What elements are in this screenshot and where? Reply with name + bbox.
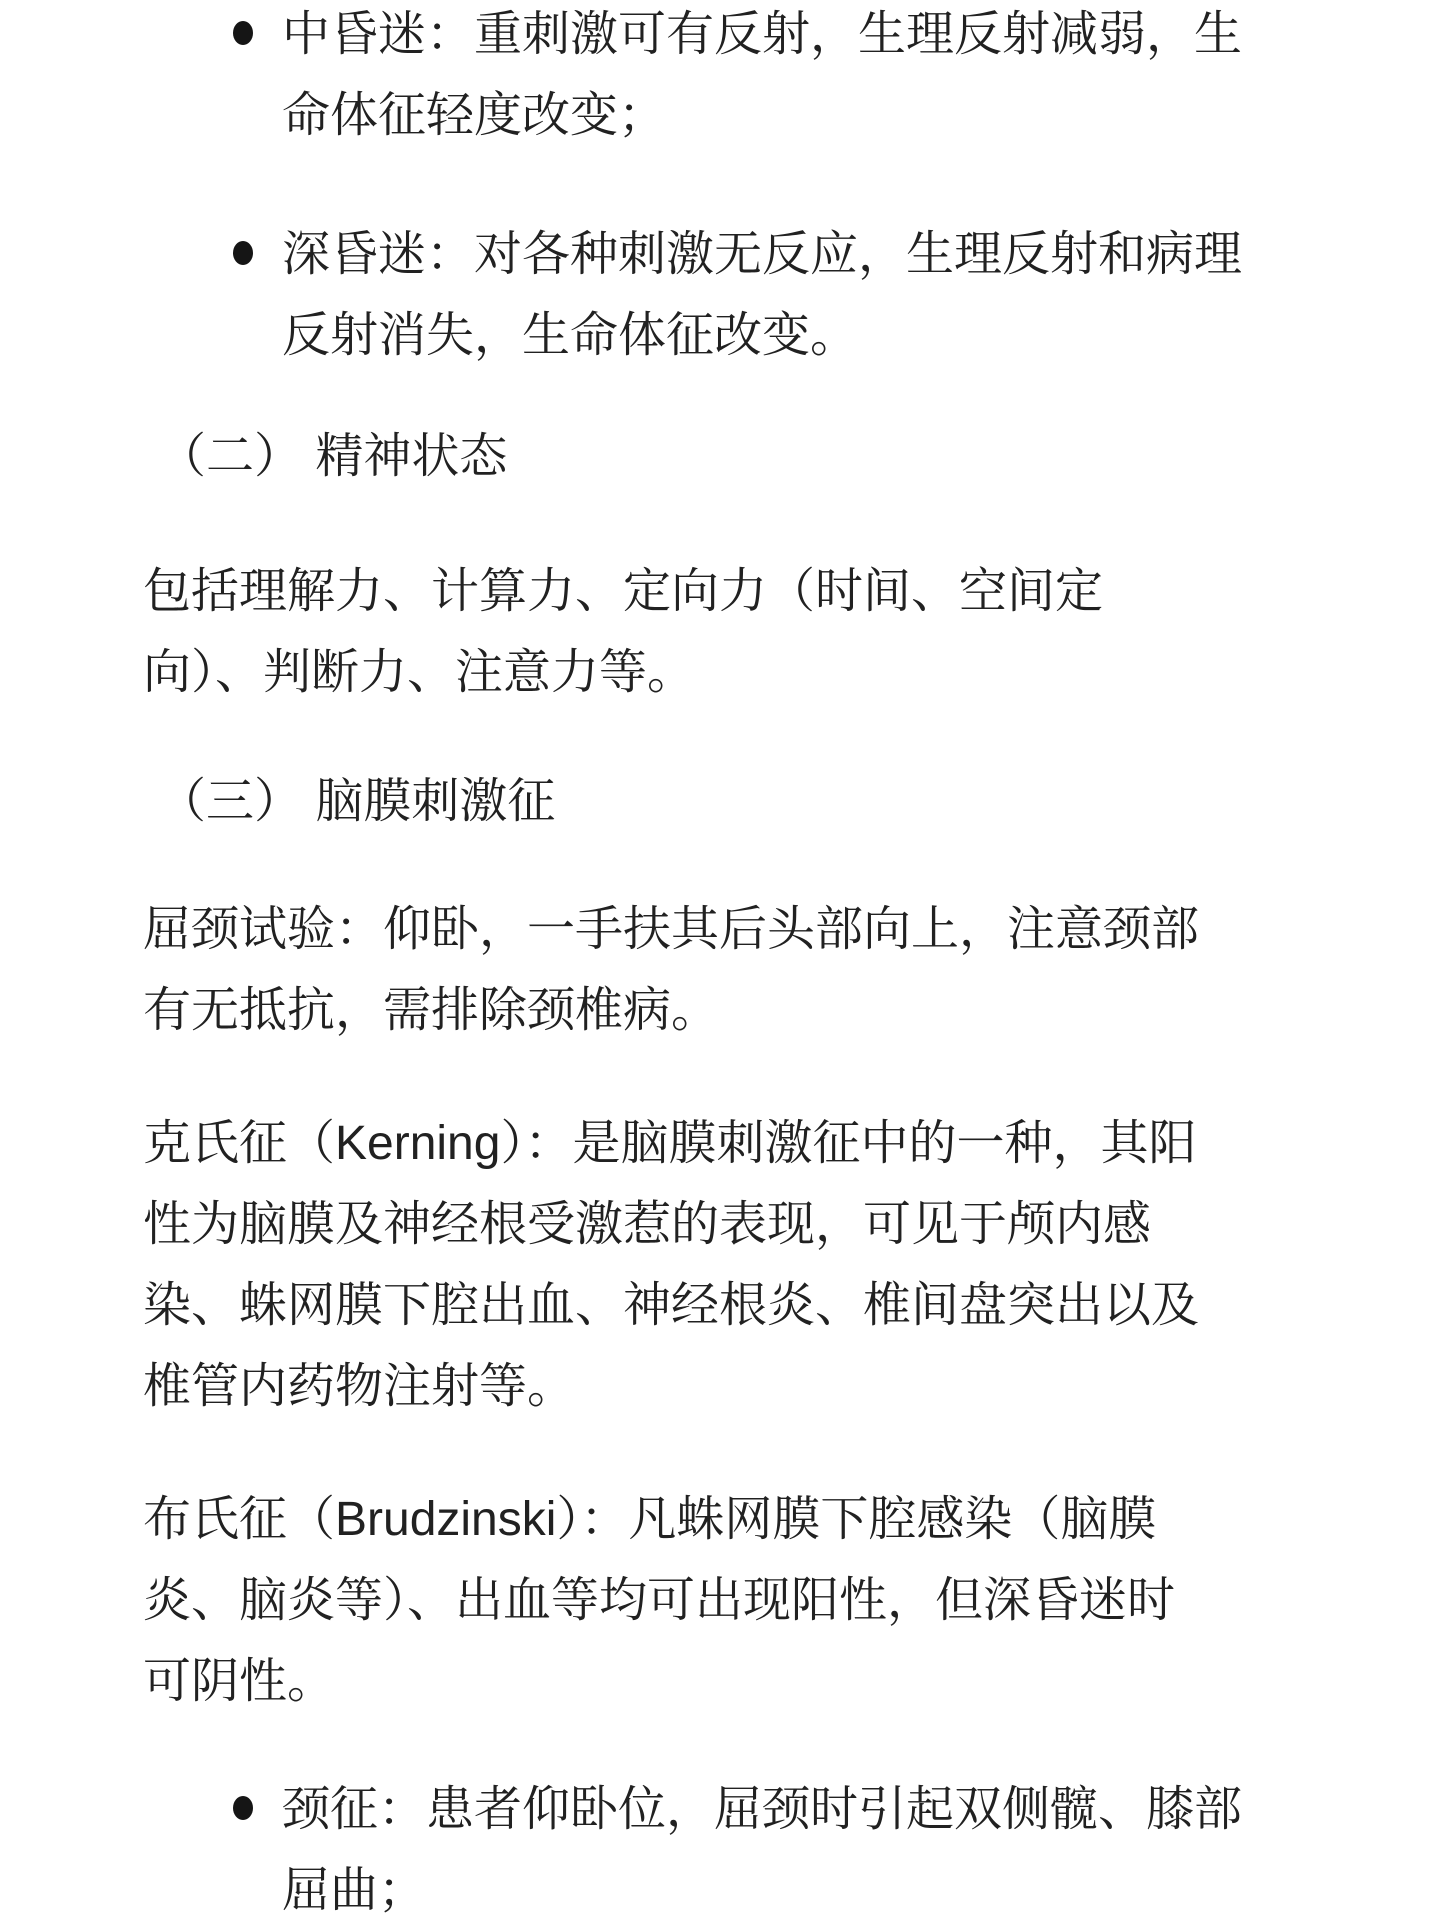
list-item <box>233 214 1320 376</box>
section-heading-meningeal-irritation: （三） 脑膜刺激征 <box>158 775 556 828</box>
bullet-text-deep-coma: 深昏迷：对各种刺激无反应，生理反射和病理 反射消失，生命体征改变。 <box>282 228 1243 362</box>
list-item <box>233 1769 1320 1920</box>
list-item <box>233 0 1320 156</box>
paragraph-kernig-sign: 克氏征（Kerning）：是脑膜刺激征中的一种，其阳 性为脑膜及神经根受激惹的表现，可见于颅内感 染、蛛网膜下腔出血、神经根炎、椎间盘突出以及 椎管内药物注射等。 <box>143 1117 1200 1413</box>
bullet-icon <box>233 241 253 265</box>
bullet-icon <box>233 1796 253 1820</box>
paragraph-mental-status: 包括理解力、计算力、定向力（时间、空间定 向）、判断力、注意力等。 <box>143 565 1104 699</box>
bullet-icon <box>233 21 253 45</box>
section-heading-mental-status: （二） 精神状态 <box>158 430 508 483</box>
bullet-text-neck-sign: 颈征：患者仰卧位，屈颈时引起双侧髋、膝部 屈曲； <box>282 1783 1243 1917</box>
paragraph-neck-flexion-test: 屈颈试验：仰卧，一手扶其后头部向上，注意颈部 有无抵抗，需排除颈椎病。 <box>143 903 1200 1037</box>
paragraph-brudzinski-sign: 布氏征（Brudzinski）：凡蛛网膜下腔感染（脑膜 炎、脑炎等）、出血等均可出现阳性，但深昏迷时 可阴性。 <box>143 1493 1176 1708</box>
bullet-text-moderate-coma: 中昏迷：重刺激可有反射，生理反射减弱，生 命体征轻度改变； <box>282 8 1243 142</box>
